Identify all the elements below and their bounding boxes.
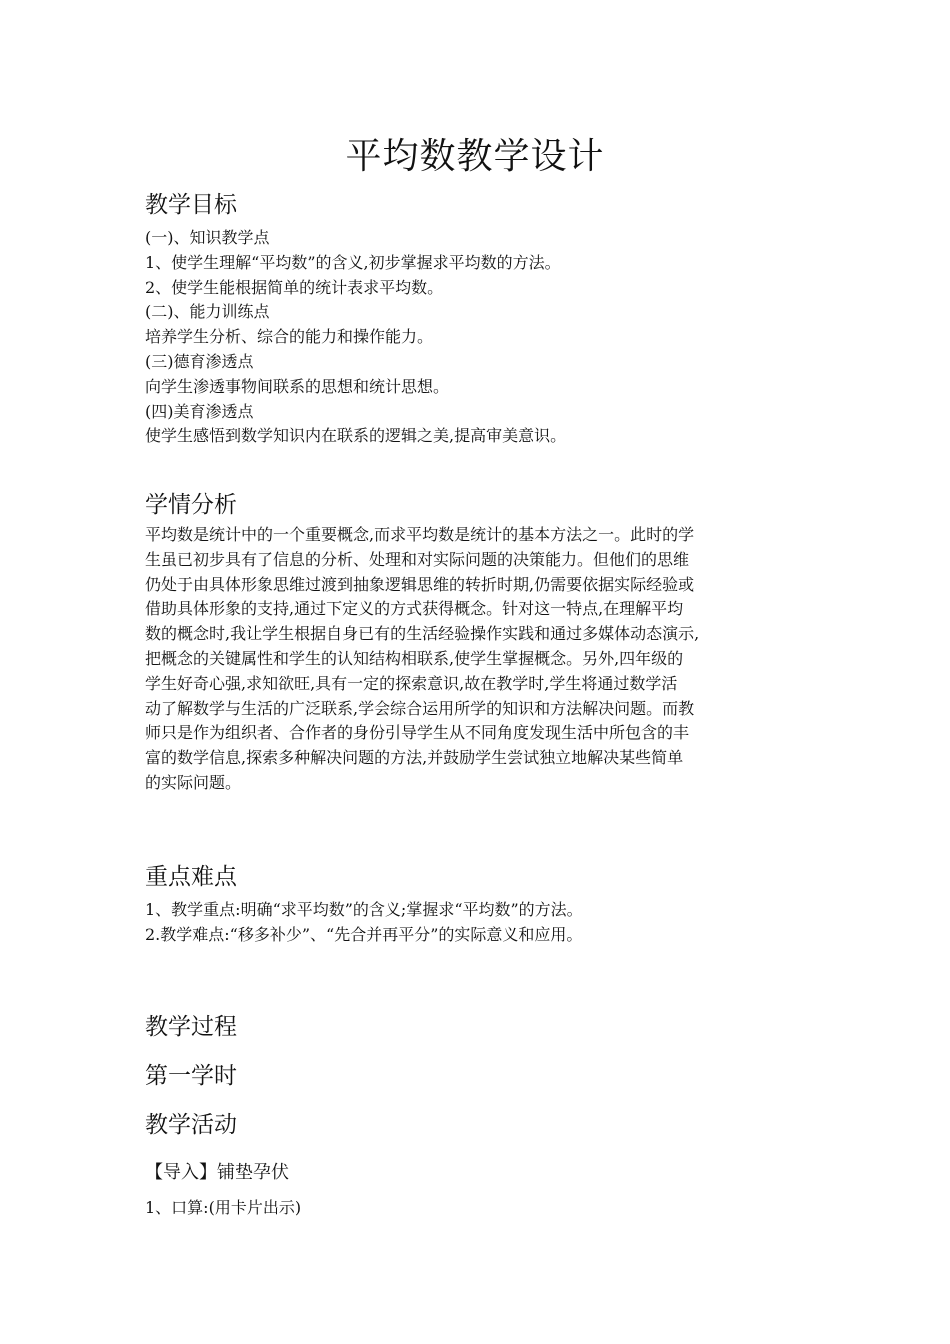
objectives-line: (三)德育渗透点	[145, 351, 254, 371]
process-line: 1、口算:(用卡片出示)	[145, 1198, 302, 1217]
period-heading: 第一学时	[145, 1063, 237, 1089]
analysis-line: 富的数学信息,探索多种解决问题的方法,并鼓励学生尝试独立地解决某些简单	[145, 748, 684, 768]
analysis-line: 的实际问题。	[145, 772, 242, 792]
objectives-line: (四)美育渗透点	[145, 401, 254, 421]
intro-heading: 【导入】铺垫孕伏	[145, 1162, 289, 1183]
analysis-line: 动了解数学与生活的广泛联系,学会综合运用所学的知识和方法解决问题。而教	[145, 698, 695, 718]
analysis-line: 生虽已初步具有了信息的分析、处理和对实际问题的决策能力。但他们的思维	[145, 549, 690, 569]
analysis-line: 师只是作为组织者、合作者的身份引导学生从不同角度发现生活中所包含的丰	[145, 723, 690, 743]
analysis-line: 平均数是统计中的一个重要概念,而求平均数是统计的基本方法之一。此时的学	[145, 525, 695, 544]
analysis-heading: 学情分析	[145, 492, 237, 518]
keypoints-heading: 重点难点	[145, 864, 237, 890]
objectives-line: (二)、能力训练点	[145, 302, 270, 322]
document-title: 平均数教学设计	[345, 136, 605, 177]
analysis-line: 借助具体形象的支持,通过下定义的方式获得概念。针对这一特点,在理解平均	[145, 599, 684, 619]
analysis-paragraph	[145, 523, 815, 796]
objectives-line: 2、使学生能根据简单的统计表求平均数。	[145, 277, 444, 297]
keypoints-line: 2.教学难点:“移多补少”、“先合并再平分”的实际意义和应用。	[145, 924, 583, 944]
analysis-line: 数的概念时,我让学生根据自身已有的生活经验操作实践和通过多媒体动态演示,	[145, 624, 700, 644]
analysis-line: 把概念的关键属性和学生的认知结构相联系,使学生掌握概念。另外,四年级的	[145, 648, 684, 668]
keypoints-list	[145, 898, 815, 948]
objectives-list	[145, 226, 815, 449]
objectives-line: 培养学生分析、综合的能力和操作能力。	[145, 327, 434, 347]
objectives-line: (一)、知识教学点	[145, 228, 270, 247]
keypoints-line: 1、教学重点:明确“求平均数”的含义;掌握求“平均数”的方法。	[145, 900, 583, 919]
objectives-line: 1、使学生理解“平均数”的含义,初步掌握求平均数的方法。	[145, 252, 561, 272]
activity-heading: 教学活动	[145, 1112, 237, 1138]
objectives-heading: 教学目标	[145, 192, 237, 218]
objectives-line: 使学生感悟到数学知识内在联系的逻辑之美,提高审美意识。	[145, 426, 567, 446]
analysis-line: 学生好奇心强,求知欲旺,具有一定的探索意识,故在教学时,学生将通过数学活	[145, 673, 678, 693]
process-heading: 教学过程	[145, 1014, 237, 1040]
process-list	[145, 1196, 815, 1221]
objectives-line: 向学生渗透事物间联系的思想和统计思想。	[145, 376, 450, 396]
analysis-line: 仍处于由具体形象思维过渡到抽象逻辑思维的转折时期,仍需要依据实际经验或	[145, 574, 695, 594]
